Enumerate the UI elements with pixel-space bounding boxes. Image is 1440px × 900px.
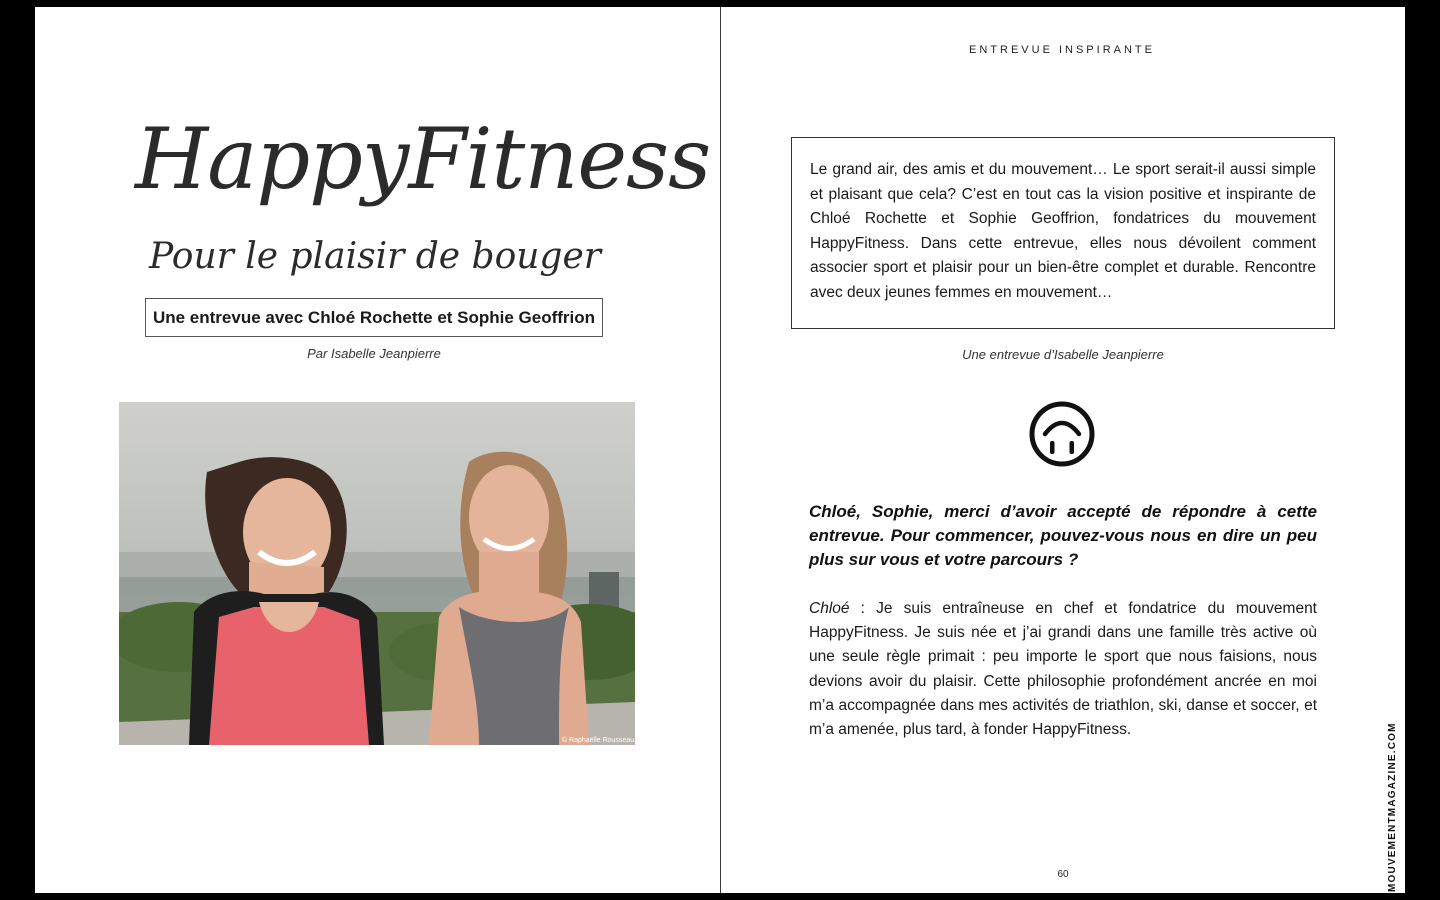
photo-illustration (119, 402, 635, 745)
intro-box (791, 137, 1335, 329)
article-title: HappyFitness (135, 110, 711, 208)
answer-text: : Je suis entraîneuse en chef et fondatrice du mouvement HappyFitness. Je suis née et j’ai grandi dans une famille très active où une seule règle primait : peu importe le sport que nous faisions, nous devions avoir du plaisir. Cette philosophie profondément ancrée en moi m’a accompagnée dans mes activités de triathlon, ski, danse et soccer, et m’a amenée, plus tard, à fonder HappyFitness. (809, 600, 1317, 739)
interview-credit: Une entrevue d’Isabelle Jeanpierre (962, 347, 1164, 362)
article-subtitle: Pour le plaisir de bouger (149, 236, 601, 277)
article-photo (119, 402, 635, 745)
intro-text: Le grand air, des amis et du mouvement… Le sport serait-il aussi simple et plaisant que cela? C’est en tout cas la vision positive et inspirante de Chloé Rochette et Sophie Geoffrion, fondatrices du mouvement HappyFitness. Dans cette entrevue, elles nous dévoilent comment associer sport et plaisir pour un bien-être complet et durable. Rencontre avec deux jeunes femmes en mouvement… (810, 161, 1316, 301)
interview-question: Chloé, Sophie, merci d’avoir accepté de répondre à cette entrevue. Pour commencer, pouvez-vous nous en dire un peu plus sur vous et votre parcours ? (809, 502, 1317, 569)
interview-answer (809, 597, 1317, 742)
page-number: 60 (1057, 869, 1069, 880)
magazine-spread (35, 7, 1405, 893)
section-label: ENTREVUE INSPIRANTE (969, 44, 1155, 56)
page-fold (720, 7, 721, 893)
answer-speaker: Chloé (809, 600, 850, 617)
upside-down-smiley-icon (1028, 400, 1096, 468)
interview-box-label: Une entrevue avec Chloé Rochette et Sophie Geoffrion (152, 307, 596, 327)
interview-box (145, 298, 603, 337)
photo-credit: © Raphaëlle Rousseau (561, 737, 634, 744)
site-url: MOUVEMENTMAGAZINE.COM (1387, 722, 1398, 892)
byline: Par Isabelle Jeanpierre (307, 346, 441, 361)
